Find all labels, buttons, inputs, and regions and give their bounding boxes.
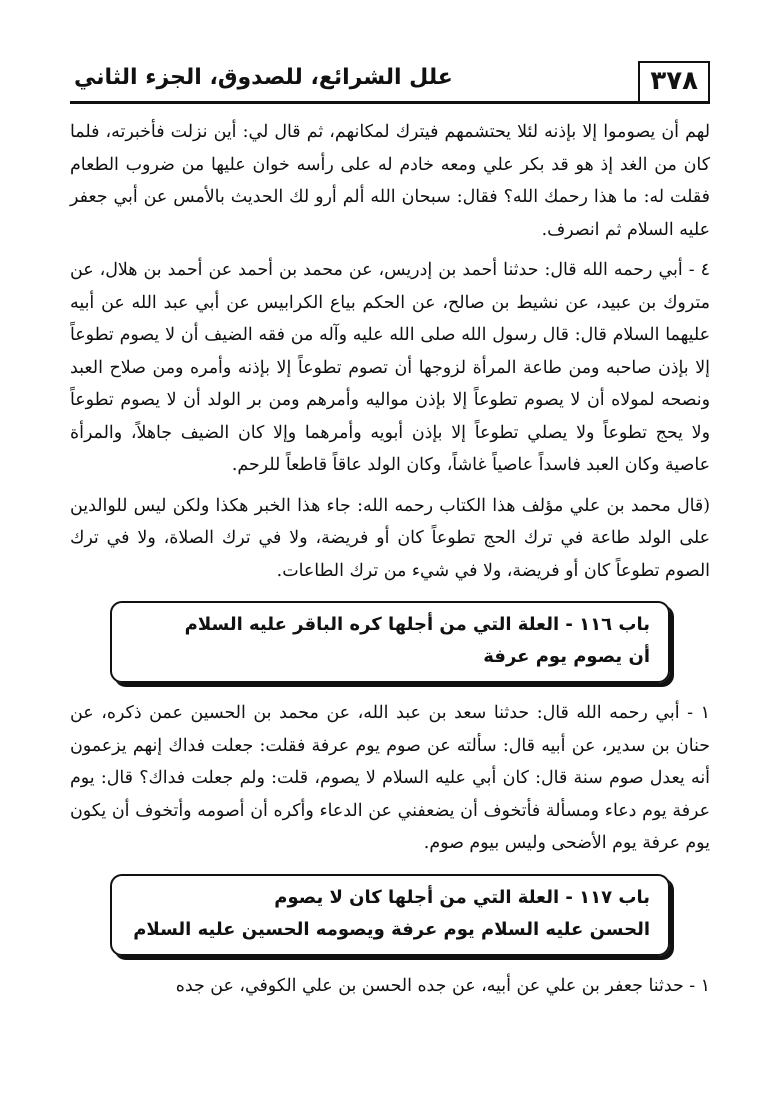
book-page xyxy=(70,56,710,1002)
chapter-116-line1: باب ١١٦ - العلة التي من أجلها كره الباقر عليه السلام xyxy=(184,614,650,635)
chapter-heading-116 xyxy=(110,601,670,683)
paragraph-continuation: لهم أن يصوموا إلا بإذنه لئلا يحتشمهم فيترك لمكانهم، ثم قال لي: أين نزلت فأخبرته، فلما كان من الغد إذ هو قد بكر علي ومعه خادم له على رأسه خوان عليها من ضروب الطعام فقلت له: ما هذا رحمك الله؟ فقال: سبحان الله ألم أرو لك الحديث بالأمس عن أبي جعفر عليه السلام ثم انصرف. xyxy=(70,122,710,240)
running-title: علل الشرائع، للصدوق، الجزء الثاني xyxy=(74,65,453,90)
chapter-heading-117 xyxy=(110,874,670,956)
hadith-117-1: ١ - حدثنا جعفر بن علي عن أبيه، عن جده الحسن بن علي الكوفي، عن جده xyxy=(175,975,710,996)
page-number: ٣٧٨ xyxy=(638,61,710,101)
hadith-116-1: ١ - أبي رحمه الله قال: حدثنا سعد بن عبد الله، عن محمد بن الحسين عمن ذكره، عن حنان بن سدير، عن أبيه قال: سألته عن صوم يوم عرفة فقلت: جعلت فداك إنهم يزعمون أنه يعدل صوم سنة قال: كان أبي عليه السلام لا يصوم، قلت: ولم جعلت فداك؟ قال: يوم عرفة يوم دعاء ومسألة فأتخوف أن يضعفني عن الدعاء وأكره أن أصومه وأتخوف أن يكون يوم عرفة يوم الأضحى وليس بيوم صوم. xyxy=(70,703,710,853)
chapter-117-line1: باب ١١٧ - العلة التي من أجلها كان لا يصوم xyxy=(274,886,650,908)
hadith-4: ٤ - أبي رحمه الله قال: حدثنا أحمد بن إدريس، عن محمد بن أحمد عن أحمد بن هلال، عن متروك بن عبيد، عن نشيط بن صالح، عن الحكم بياع الكرابيس عن أبي عبد الله عن أبيه عليهما السلام قال: قال رسول الله صلى الله عليه وآله من فقه الضيف أن لا يصوم تطوعاً إلا بإذن صاحبه ومن طاعة المرأة لزوجها أن تصوم تطوعاً إلا بإذنه وأمره ومن صلاح العبد ونصحه لمولاه أن لا يصوم تطوعاً إلا بإذن مواليه وأمرهم ومن بر الولد أن لا يصوم تطوعاً ولا يحج تطوعاً ولا يصلي تطوعاً إلا بإذن أبويه وأمرهما وإلا كان الضيف جاهلاً، والمرأة عاصية وكان العبد فاسداً عاصياً غاشاً، وكان الولد عاقاً قاطعاً للرحم. xyxy=(70,260,710,475)
chapter-117-line2: الحسن عليه السلام يوم عرفة ويصومه الحسين عليه السلام xyxy=(133,918,650,940)
page-header xyxy=(70,56,710,104)
chapter-116-line2: أن يصوم يوم عرفة xyxy=(483,646,650,667)
author-note: (قال محمد بن علي مؤلف هذا الكتاب رحمه الله: جاء هذا الخبر هكذا ولكن ليس للوالدين على الولد طاعة في ترك الحج تطوعاً كان أو فريضة، ولا في ترك الصلاة، ولا في ترك الصوم تطوعاً كان أو فريضة، ولا في شيء من ترك الطاعات. xyxy=(70,495,710,581)
page-body xyxy=(70,116,710,1002)
